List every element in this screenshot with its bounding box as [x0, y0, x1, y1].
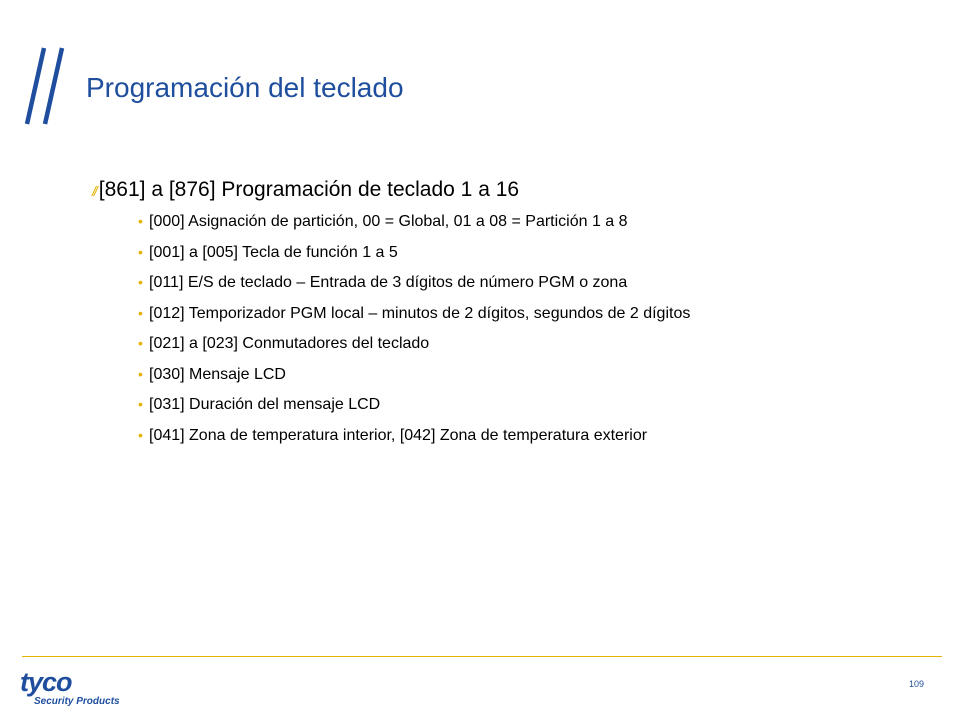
- list-item: [138, 363, 690, 394]
- logo-tagline: Security Products: [34, 696, 120, 707]
- bullet-list: [138, 210, 690, 454]
- list-item: [138, 424, 690, 455]
- bullet-icon: •: [138, 335, 143, 351]
- content-section: [92, 176, 932, 444]
- list-item: [138, 332, 690, 363]
- list-item-text: [030] Mensaje LCD: [149, 365, 286, 383]
- bullet-icon: •: [138, 304, 143, 321]
- bullet-icon: •: [138, 426, 143, 443]
- double-slash-icon: [22, 44, 88, 126]
- bullet-icon: •: [138, 365, 143, 382]
- bullet-icon: •: [138, 213, 143, 229]
- heading-slash-icon: //: [92, 183, 96, 199]
- bullet-icon: •: [138, 396, 143, 412]
- list-item-text: [000] Asignación de partición, 00 = Global, 01 a 08 = Partición 1 a 8: [149, 213, 628, 230]
- list-item-text: [031] Duración del mensaje LCD: [149, 396, 381, 413]
- logo-wordmark: tyco: [20, 667, 72, 697]
- list-item: [138, 210, 690, 241]
- section-heading-text: [861] a [876] Programación de teclado 1 a 16: [98, 178, 520, 201]
- list-item-text: [041] Zona de temperatura interior, [042] Zona de temperatura exterior: [149, 426, 648, 444]
- page-title: Programación del teclado: [86, 72, 404, 103]
- list-item-text: [021] a [023] Conmutadores del teclado: [149, 335, 430, 352]
- list-item: [138, 393, 690, 424]
- tyco-logo: [20, 668, 170, 712]
- list-item-text: [012] Temporizador PGM local – minutos de 2 dígitos, segundos de 2 dígitos: [149, 304, 691, 322]
- list-item-text: [011] E/S de teclado – Entrada de 3 dígitos de número PGM o zona: [149, 274, 628, 291]
- page-number: 109: [908, 679, 924, 689]
- footer-divider: [22, 656, 942, 657]
- list-item: [138, 302, 690, 333]
- list-item-text: [001] a [005] Tecla de función 1 a 5: [149, 243, 398, 261]
- section-heading: [92, 176, 932, 206]
- bullet-icon: •: [138, 274, 143, 290]
- list-item: [138, 241, 690, 272]
- list-item: [138, 271, 690, 302]
- bullet-icon: •: [138, 243, 143, 260]
